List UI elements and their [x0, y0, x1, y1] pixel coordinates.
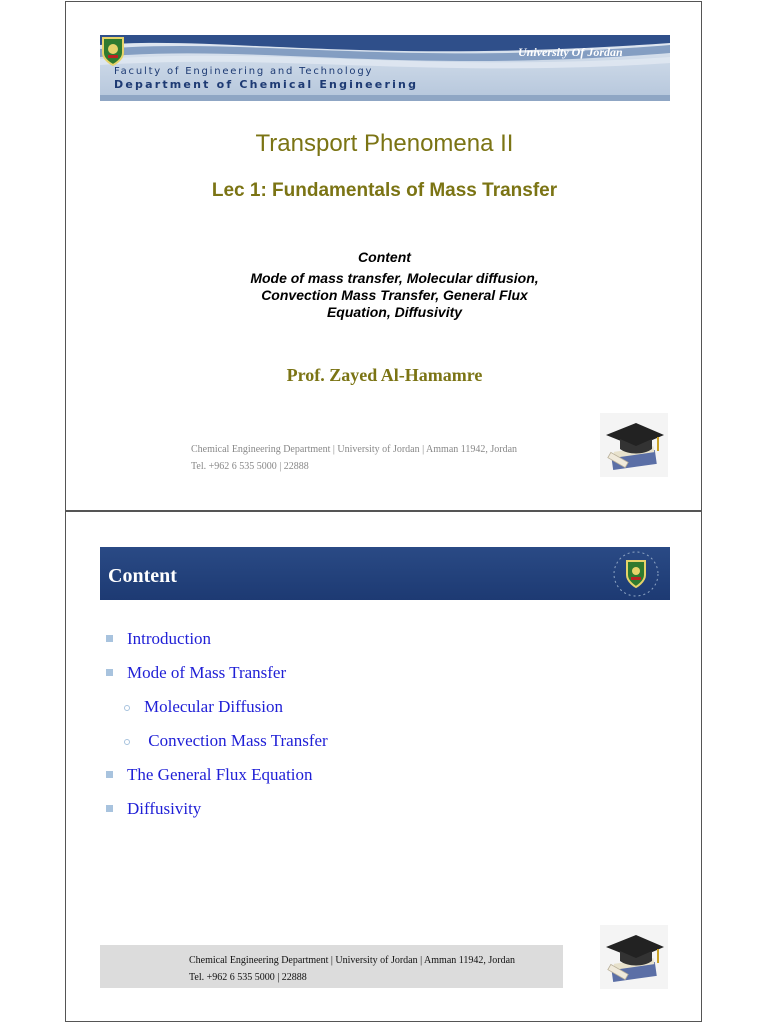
faculty-banner [100, 35, 670, 101]
toc-item-molecular-diffusion[interactable] [124, 697, 283, 717]
author-name: Prof. Zayed Al-Hamamre [286, 365, 483, 385]
square-bullet-icon [106, 669, 113, 676]
content-line: Convection Mass Transfer, General Flux [261, 287, 528, 303]
circle-bullet-icon [124, 705, 130, 711]
square-bullet-icon [106, 771, 113, 778]
department-name: Department of Chemical Engineering [114, 78, 419, 91]
content-line: Equation, Diffusivity [326, 304, 463, 320]
toc-label: Introduction [127, 629, 212, 648]
course-title: Transport Phenomena II [255, 130, 514, 157]
footer-phone: Tel. +962 6 535 5000 | 22888 [191, 461, 309, 472]
university-name: University Of Jordan [518, 45, 623, 59]
slide-title: Content [108, 565, 177, 587]
toc-label: Mode of Mass Transfer [127, 663, 287, 682]
toc-label: Diffusivity [127, 799, 202, 818]
faculty-name: Faculty of Engineering and Technology [114, 66, 374, 77]
slide-content [65, 511, 702, 1022]
slide-footer [191, 441, 517, 475]
toc-label: Molecular Diffusion [144, 697, 283, 716]
slide-footer [100, 945, 563, 988]
square-bullet-icon [106, 805, 113, 812]
square-bullet-icon [106, 635, 113, 642]
university-seal-icon [605, 547, 667, 600]
content-banner [100, 547, 670, 600]
toc-item-diffusivity[interactable] [106, 799, 201, 819]
footer-phone: Tel. +962 6 535 5000 | 22888 [189, 972, 307, 983]
content-heading: Content [358, 249, 411, 265]
lecture-title: Lec 1: Fundamentals of Mass Transfer [211, 180, 558, 201]
slide-title [65, 1, 702, 511]
toc-item-mode-of-mass-transfer[interactable] [106, 663, 286, 683]
toc-label: Convection Mass Transfer [144, 731, 328, 750]
university-emblem-icon [100, 35, 126, 67]
toc-item-general-flux-equation[interactable] [106, 765, 313, 785]
toc-label: The General Flux Equation [127, 765, 313, 784]
content-description [206, 270, 583, 321]
graduation-cap-icon [600, 413, 668, 477]
circle-bullet-icon [124, 739, 130, 745]
footer-text [189, 952, 515, 986]
footer-address: Chemical Engineering Department | University of Jordan | Amman 11942, Jordan [191, 444, 518, 455]
footer-address: Chemical Engineering Department | University of Jordan | Amman 11942, Jordan [189, 955, 516, 966]
toc-item-convection-mass-transfer[interactable] [124, 731, 328, 751]
graduation-cap-icon [600, 925, 668, 989]
content-line: Mode of mass transfer, Molecular diffusion, [250, 270, 539, 286]
toc-item-introduction[interactable] [106, 629, 211, 649]
